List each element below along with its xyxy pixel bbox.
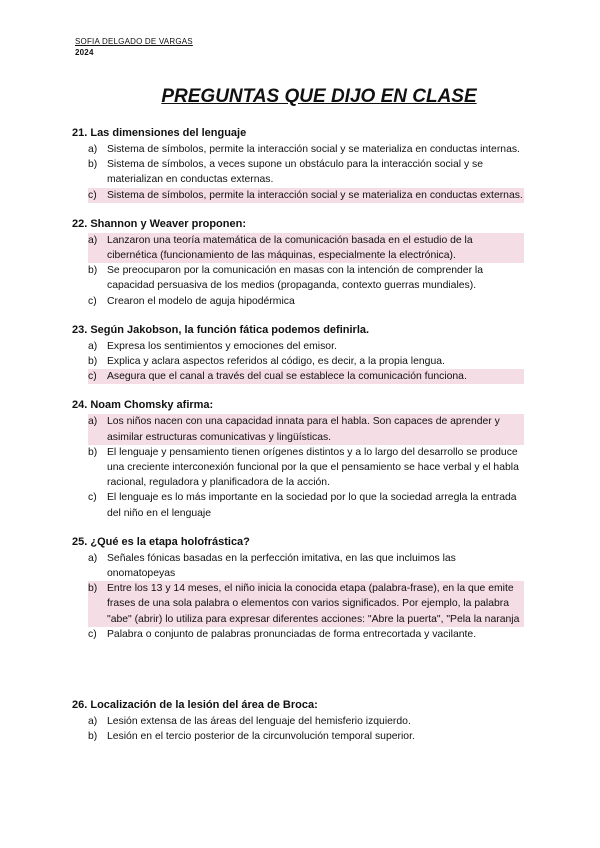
question xyxy=(72,398,524,520)
answer-option xyxy=(88,551,524,581)
answer-option-highlighted xyxy=(88,188,524,203)
answer-letter: b) xyxy=(88,581,107,627)
answer-letter: a) xyxy=(88,716,98,728)
answer-text: Los niños nacen con una capacidad innata para el habla. Son capaces de aprender y asimilar estructuras comunicativas y lingüísticas. xyxy=(107,414,524,444)
answer-option xyxy=(88,354,524,369)
answer-option xyxy=(88,263,524,293)
answer-text: Lesión en el tercio posterior de la circunvolución temporal superior. xyxy=(107,731,415,743)
answer-letter: a) xyxy=(88,414,107,444)
question-title: 23. Según Jakobson, la función fática podemos definirla. xyxy=(72,323,370,336)
answer-option xyxy=(88,339,524,354)
question xyxy=(72,323,524,385)
answer-letter: a) xyxy=(88,233,107,263)
question-title: 21. Las dimensiones del lenguaje xyxy=(72,127,247,139)
answer-text: Entre los 13 y 14 meses, el niño inicia la conocida etapa (palabra-frase), en la que emite frases de una sola palabra o elementos con varios significados. Por ejemplo, la palabra "abe" (abrir) lo utiliza para expresar diferentes acciones: "Abre la puerta", "Pela la naranja xyxy=(107,581,524,627)
answer-letter: a) xyxy=(88,552,98,564)
answer-option xyxy=(88,157,524,187)
page-title: PREGUNTAS QUE DIJO EN CLASE xyxy=(161,86,477,107)
answer-text: Sistema de símbolos, permite la interacción social y se materializa en conductas externas. xyxy=(107,188,524,203)
answer-letter: b) xyxy=(88,265,98,277)
answer-text: Asegura que el canal a través del cual se establece la comunicación funciona. xyxy=(107,369,524,384)
answer-letter: c) xyxy=(88,628,97,640)
answer-option-highlighted xyxy=(88,233,524,263)
answer-text: Se preocuparon por la comunicación en masas con la intención de comprender la capacidad persuasiva de los medios (propaganda, contexto guerras mundiales). xyxy=(107,265,484,292)
answer-option xyxy=(88,714,524,729)
answer-option xyxy=(88,445,524,491)
answer-option-highlighted xyxy=(88,414,524,444)
answer-text: Expresa los sentimientos y emociones del emisor. xyxy=(107,340,337,352)
answer-option-highlighted xyxy=(88,369,524,384)
answer-option xyxy=(88,627,524,642)
answer-option xyxy=(88,294,524,309)
answer-text: Lesión extensa de las áreas del lenguaje del hemisferio izquierdo. xyxy=(107,716,411,728)
question-list xyxy=(72,126,524,758)
answer-letter: c) xyxy=(88,369,107,384)
answer-letter: a) xyxy=(88,144,98,155)
question xyxy=(72,126,524,203)
answer-text: El lenguaje y pensamiento tienen orígenes distintos y a lo largo del desarrollo se produce una creciente interconexión funcional por la que el pensamiento se hace verbal y el habla racional, reguladora y planificadora de la acción. xyxy=(107,446,519,489)
answer-text: El lenguaje es lo más importante en la sociedad por lo que la sociedad arregla la entrada del niño en el lenguaje xyxy=(107,492,517,519)
answer-option xyxy=(88,490,524,520)
answer-text: Lanzaron una teoría matemática de la comunicación basada en el estudio de la cibernética (funcionamiento de las máquinas, especialmente la electrónica). xyxy=(107,233,524,263)
question-title: 24. Noam Chomsky afirma: xyxy=(72,399,214,412)
answer-text: Explica y aclara aspectos referidos al código, es decir, a la propia lengua. xyxy=(107,356,445,368)
answer-option xyxy=(88,142,524,157)
answer-option-highlighted xyxy=(88,581,524,627)
answer-letter: c) xyxy=(88,188,107,203)
answer-letter: a) xyxy=(88,340,98,352)
question xyxy=(72,535,524,642)
answer-text: Señales fónicas basadas en la perfección imitativa, en las que incluimos las onomatopeyas xyxy=(107,552,456,580)
answer-text: Sistema de símbolos, permite la interacción social y se materializa en conductas internas. xyxy=(107,144,520,155)
question-title: 26. Localización de la lesión del área de Broca: xyxy=(72,699,318,712)
question xyxy=(72,217,524,309)
document-year: 2024 xyxy=(75,48,94,57)
question-title: 25. ¿Qué es la etapa holofrástica? xyxy=(72,535,250,548)
answer-letter: c) xyxy=(88,492,97,504)
document-header xyxy=(75,36,193,58)
author-name: SOFIA DELGADO DE VARGAS xyxy=(75,37,193,46)
question xyxy=(72,698,524,744)
answer-letter: b) xyxy=(88,446,98,458)
answer-letter: b) xyxy=(88,731,98,743)
answer-letter: b) xyxy=(88,159,98,171)
answer-option xyxy=(88,729,524,744)
answer-letter: b) xyxy=(88,356,98,368)
answer-text: Palabra o conjunto de palabras pronunciadas de forma entrecortada y vacilante. xyxy=(107,628,477,640)
answer-text: Sistema de símbolos, a veces supone un obstáculo para la interacción social y se materializan en conductas externas. xyxy=(107,159,484,186)
answer-text: Crearon el modelo de aguja hipodérmica xyxy=(107,295,295,307)
answer-letter: c) xyxy=(88,295,97,307)
question-title: 22. Shannon y Weaver proponen: xyxy=(72,217,246,230)
